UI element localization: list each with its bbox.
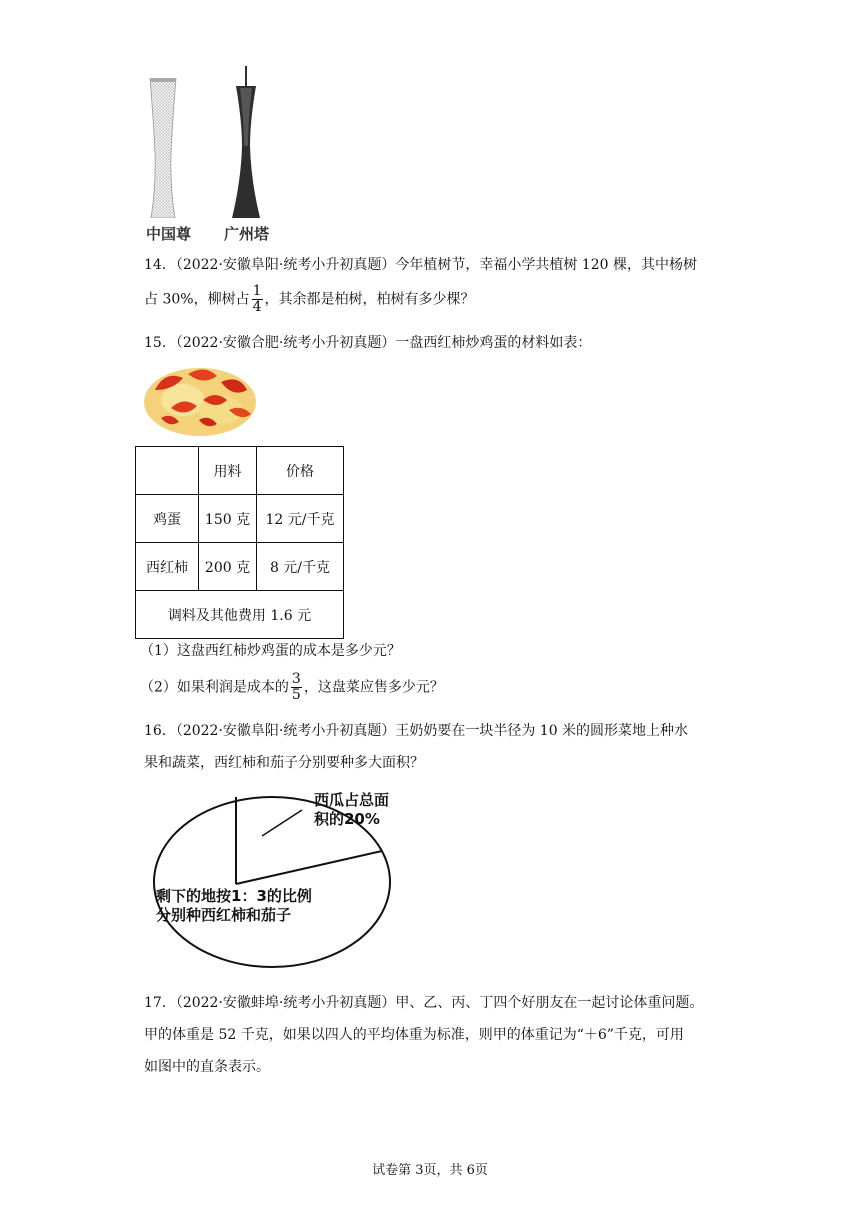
q14-fraction: $\frac{1}{4}$ — [252, 283, 262, 315]
table-header-row — [136, 447, 344, 495]
table-cell: 用料 — [199, 447, 257, 495]
canton-tower-image — [226, 66, 266, 218]
q17-line2: 甲的体重是 52 千克，如果以四人的平均体重为标准，则甲的体重记为“＋6”千克，可用 — [144, 1027, 684, 1043]
table-cell: 西红柿 — [136, 543, 199, 591]
tomato-egg-dish-image — [143, 360, 257, 438]
q14-line2-a: 占 30%，柳树占 — [144, 291, 250, 308]
inner-text-line2: 分别种西红柿和茄子 — [156, 906, 292, 924]
table-cell: 150 克 — [199, 495, 257, 543]
inner-text-line1: 剩下的地按1：3的比例 — [156, 887, 312, 905]
q16-line2: 果和蔬菜，西红柿和茄子分别要种多大面积？ — [144, 755, 424, 771]
table-cell: 价格 — [257, 447, 344, 495]
q15-line1: 15．（2022·安徽合肥·统考小升初真题）一盘西红柿炒鸡蛋的材料如表： — [144, 335, 592, 351]
callout-text-line1: 西瓜占总面 — [314, 791, 390, 809]
table-row — [136, 495, 344, 543]
tower-label-right: 广州塔 — [224, 225, 270, 243]
callout-text-line2: 积的20% — [314, 810, 380, 828]
table-cell: 鸡蛋 — [136, 495, 199, 543]
q15-sub2-b: ，这盘菜应售多少元？ — [303, 679, 444, 696]
q14-line1: 14．（2022·安徽阜阳·统考小升初真题）今年植树节，幸福小学共植树 120 棵，其中杨树 — [144, 257, 697, 273]
q15-sub2-a: （2）如果利润是成本的 — [140, 679, 289, 696]
table-footer-cell: 调料及其他费用 1.6 元 — [136, 591, 344, 639]
table-cell: 8 元/千克 — [257, 543, 344, 591]
q15-sub1: （1）这盘西红柿炒鸡蛋的成本是多少元？ — [140, 643, 401, 659]
q17-line1: 17．（2022·安徽蚌埠·统考小升初真题）甲、乙、丙、丁四个好朋友在一起讨论体重问题。 — [144, 995, 704, 1011]
sector-line-slant — [236, 851, 382, 884]
q14-line2 — [144, 284, 475, 315]
q15-fraction: $\frac{3}{5}$ — [291, 671, 301, 703]
table-footer-row — [136, 591, 344, 639]
page-footer: 试卷第 3页，共 6页 — [372, 1163, 488, 1178]
china-zun-tower-image — [148, 78, 178, 218]
callout-pointer-line — [262, 810, 302, 836]
q16-line1: 16．（2022·安徽阜阳·统考小升初真题）王奶奶要在一块半径为 10 米的圆形菜地上种水 — [144, 723, 689, 739]
table-cell: 200 克 — [199, 543, 257, 591]
materials-table — [135, 446, 344, 639]
q17-line3: 如图中的直条表示。 — [144, 1059, 270, 1075]
table-cell — [136, 447, 199, 495]
table-row — [136, 543, 344, 591]
tower-label-left: 中国尊 — [146, 225, 192, 243]
q14-line2-b: ，其余都是柏树，柏树有多少棵？ — [264, 291, 475, 308]
table-cell: 12 元/千克 — [257, 495, 344, 543]
q15-sub2 — [140, 672, 444, 703]
circle-field-diagram — [150, 786, 400, 972]
